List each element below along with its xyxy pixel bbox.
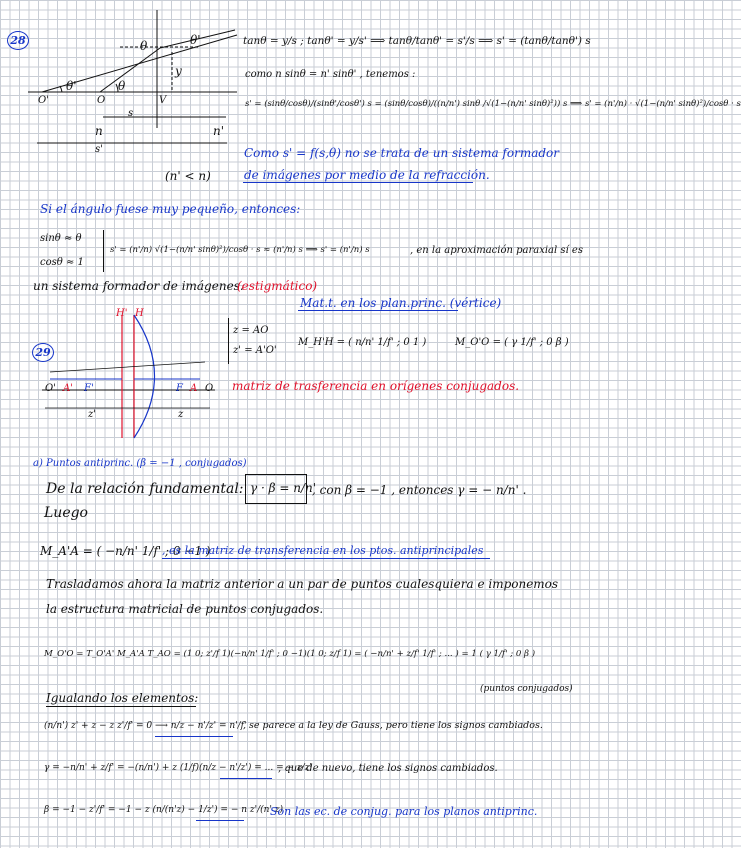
equal-text: Igualando los elementos:: [46, 691, 199, 705]
p29-def-z-prime: z' = A'O': [233, 345, 277, 356]
eq-tan: tanθ = y/s ; tanθ' = y/s' ⟹ tanθ/tanθ' = s'/s ⟹ s' = (tanθ/tanθ') s: [243, 35, 591, 47]
conclusion-line1: Como s' = f(s,θ) no se trata de un sistema formador: [244, 146, 559, 160]
label-n-prime: n': [213, 124, 225, 138]
label-a: A: [190, 383, 198, 394]
big-equation: M_O'O = T_O'A' M_A'A T_AO = (1 0; z'/f 1)(−n/n' 1/f' ; 0 −1)(1 0; z/f 1) = ( −n/n' + z/f' 1/f' ; ... ) = 1 ( γ 1/f' ; 0 β ): [44, 649, 536, 659]
stigmatic-note: (estigmático): [237, 279, 318, 293]
matrix-aa-note: , es la matriz de transferencia en los ptos. antiprincipales: [162, 544, 484, 557]
label-o-prime: O': [38, 95, 49, 106]
eq3-note: Son las ec. de conjug. para los planos antiprinc.: [270, 805, 538, 818]
eq1: (n/n') z' + z − z z'/f' = 0 ⟶ n/z − n'/z' = n'/f': [44, 721, 247, 731]
label-h-prime: H: [135, 308, 144, 319]
small-angle-intro: Si el ángulo fuese muy pequeño, entonces:: [40, 202, 301, 216]
problem29-number: 29: [32, 343, 54, 362]
p29-transfer-note: matriz de trasferencia en orígenes conjugados.: [232, 379, 520, 393]
eq3-underline: [196, 820, 244, 821]
label-y: y: [175, 64, 182, 78]
p29-header-note: Mat.t. en los plan.princ. (vértice): [300, 296, 502, 310]
label-f-prime: F': [84, 383, 94, 394]
label-theta: θ: [118, 79, 126, 93]
label-theta-prime-2: θ': [190, 33, 201, 47]
eq-s-prime: s' = (sinθ/cosθ)/(sinθ'/cosθ') s = (sinθ/cosθ)/((n/n') sinθ /√(1−(n/n' sinθ)²)) s ⟹ s' = (n'/n) · √(1−(n/n' sinθ)²)/cosθ · s: [245, 99, 741, 109]
transfer-line2: la estructura matricial de puntos conjugados.: [46, 602, 324, 616]
snell-text: como n sinθ = n' sinθ' , tenemos :: [245, 69, 416, 80]
label-theta-2: θ: [140, 39, 148, 53]
label-z: z: [178, 409, 184, 420]
approx-cos: cosθ ≈ 1: [40, 257, 84, 268]
label-f: F: [176, 383, 183, 394]
relation-text: De la relación fundamental:: [46, 481, 244, 497]
transfer-line1: Trasladamos ahora la matriz anterior a un par de puntos cualesquiera e imponemos: [46, 577, 559, 591]
condition-note: (n' < n): [165, 169, 211, 183]
p29-matrix-oo: M_O'O = ( γ 1/f' ; 0 β ): [455, 337, 569, 348]
matrix-aa: M_A'A = ( −n/n' 1/f' ; 0 −1 ): [40, 544, 211, 558]
label-o-29: O: [205, 383, 214, 394]
problem28-number: 28: [7, 31, 29, 50]
label-v: V: [159, 95, 167, 106]
label-o-prime-29: O': [45, 383, 56, 394]
label-z-prime: z': [88, 409, 97, 420]
label-a-prime: A': [63, 383, 73, 394]
label-o: O: [97, 95, 106, 106]
eq1-underline: [155, 736, 233, 737]
label-h: H': [116, 308, 128, 319]
eq2: γ = −n/n' + z/f' = −(n/n') + z (1/f)(n/z − n'/z') = ... = − z/z': [44, 763, 312, 773]
relation-boxed: γ · β = n/n': [250, 481, 317, 495]
conjugate-note: (puntos conjugados): [480, 684, 573, 694]
eq2-note: , que de nuevo, tiene los signos cambiados.: [278, 763, 498, 774]
eq1-note: , se parece a la ley de Gauss, pero tiene los signos cambiados.: [243, 720, 543, 731]
small-angle-tail: , en la aproximación paraxial sí es: [410, 245, 583, 256]
label-n: n: [95, 124, 103, 138]
label-s-prime: s': [95, 144, 103, 155]
small-angle-eq: s' = (n'/n) √(1−(n/n' sinθ)²)/cosθ · s ≈ (n'/n) s ⟹ s' = (n'/n) s: [110, 245, 370, 255]
label-theta-prime: θ': [66, 79, 77, 93]
eq2-underline: [220, 778, 272, 779]
matrix-aa-note-underline: [162, 558, 490, 559]
approx-sin: sinθ ≈ θ: [40, 233, 82, 244]
relation-tail: , con β = −1 , entonces γ = − n/n' .: [312, 483, 527, 497]
label-s: s: [128, 108, 134, 119]
small-angle-line2: un sistema formador de imágenes.: [33, 279, 244, 293]
equal-text-underline: [46, 706, 196, 707]
part-a-header: a) Puntos antiprinc. (β = −1 , conjugados): [33, 458, 247, 469]
conclusion-line2: de imágenes por medio de la refracción.: [244, 168, 490, 182]
p29-def-z: z = AO: [233, 325, 269, 336]
luego: Luego: [44, 505, 88, 521]
eq3: β = −1 − z'/f' = −1 − z (n/(n'z) − 1/z') = − n z'/(n' z): [44, 805, 284, 815]
p29-matrix-hh: M_H'H = ( n/n' 1/f' ; 0 1 ): [298, 337, 427, 348]
